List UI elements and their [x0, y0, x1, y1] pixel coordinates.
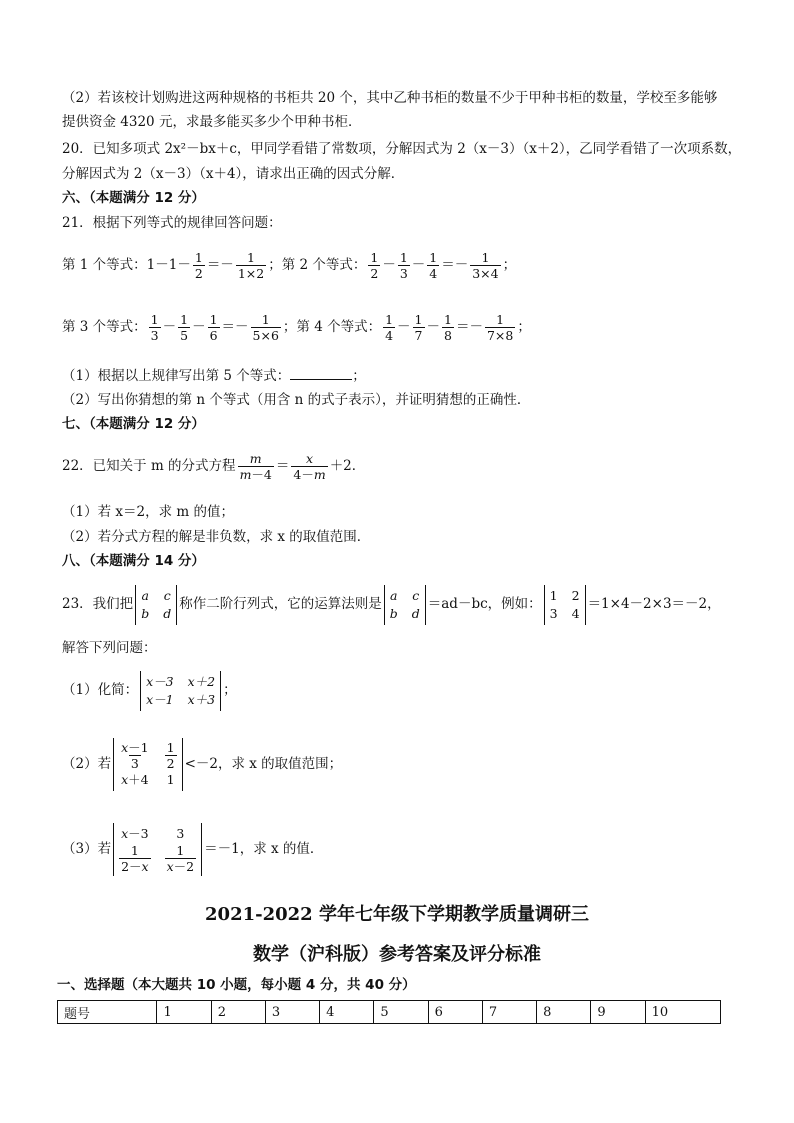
- q23-definition: [62, 582, 721, 626]
- q23-sub1: [62, 668, 237, 712]
- q19-2-line1: （2）若该校计划购进这两种规格的书柜共 20 个，其中乙种书柜的数量不少于甲种书柜的数量，学校至多能够: [62, 90, 718, 106]
- q23-pre: 23．我们把: [62, 596, 134, 612]
- fraction: $\frac{1}{2}$: [370, 250, 379, 281]
- table-cell: 8: [537, 1001, 591, 1024]
- q23-sub2-pre: （2）若: [62, 756, 112, 772]
- section-7-heading: 七、（本题满分 12 分）: [62, 416, 205, 432]
- determinant: a c b d: [384, 585, 426, 625]
- q23-intro: 解答下列问题：: [62, 640, 157, 656]
- determinant: 1 2 3 4: [544, 585, 586, 625]
- q21-equations-row2: 第 3 个等式： $\frac{1}{3}$ － $\frac{1}{5}$ － $\frac{1}{6}$ ＝－ $\frac{1}{5\times 6}$ ；第 4 个等式： $\frac{1}{4}$ － $\frac{1}{7}$ － $\frac{1}{8}$ ＝－ $\frac{1}{7\times 8}$ ；: [62, 312, 531, 343]
- determinant: $\frac{x-1}{3}$ $\frac{1}{2}$ x＋4 1: [113, 738, 182, 791]
- q20-line1: 20．已知多项式 2x²－bx＋c，甲同学看错了常数项，分解因式为 2（x－3）（x＋2），乙同学看错了一次项系数，: [62, 141, 742, 157]
- fraction: $\frac{1}{7\times 8}$: [486, 312, 514, 343]
- answer-section-1-heading: 一、选择题（本大题共 10 小题，每小题 4 分，共 40 分）: [57, 977, 416, 993]
- answer-key-subtitle: 数学（沪科版）参考答案及评分标准: [253, 944, 541, 965]
- q23-sub2: [62, 733, 342, 795]
- fraction: $\frac{1}{5}$: [180, 312, 189, 343]
- fraction: $\frac{1}{7}$: [414, 312, 423, 343]
- fraction: $\frac{1}{3}$: [399, 250, 408, 281]
- q21-equations-row1: 第 1 个等式：1－1－ $\frac{1}{2}$ ＝－ $\frac{1}{1\times 2}$ ；第 2 个等式： $\frac{1}{2}$ － $\frac{1}{3}$ － $\frac{1}{4}$ ＝－ $\frac{1}{3\times 4}$ ；: [62, 250, 517, 281]
- fraction: $\frac{1}{6}$: [209, 312, 218, 343]
- table-header-cell: 题号: [58, 1001, 157, 1024]
- eq2-label: ；第 2 个等式：: [268, 257, 367, 273]
- table-cell: 4: [320, 1001, 374, 1024]
- eq1-label: 第 1 个等式：: [62, 257, 147, 273]
- q23-sub3-pre: （3）若: [62, 841, 112, 857]
- table-row: [58, 1001, 721, 1024]
- q21-sub2: （2）写出你猜想的第 n 个等式（用含 n 的式子表示），并证明猜想的正确性．: [62, 392, 531, 408]
- q23-mid1: 称作二阶行列式，它的运算法则是: [179, 596, 382, 612]
- fraction: $\frac{1}{3\times 4}$: [472, 250, 499, 281]
- fraction: $\frac{1}{3}$: [150, 312, 159, 343]
- q22-sub2: （2）若分式方程的解是非负数，求 x 的取值范围．: [62, 529, 371, 545]
- table-cell: 7: [482, 1001, 536, 1024]
- q23-sub3: [62, 818, 323, 880]
- q19-2-line2: 提供资金 4320 元，求最多能买多少个甲种书柜．: [62, 114, 362, 130]
- fraction: $\frac{1}{2}$: [194, 250, 203, 281]
- q23-sub1-pre: （1）化简：: [62, 682, 139, 698]
- eq1-lhs: 1－1－: [146, 257, 191, 273]
- q21-sub1-end: ；: [352, 368, 366, 384]
- q23-sub1-post: ；: [223, 682, 237, 698]
- fraction: $\frac{1}{8}$: [444, 312, 452, 343]
- section-6-heading: 六、（本题满分 12 分）: [62, 190, 205, 206]
- q21-intro: 21．根据下列等式的规律回答问题：: [62, 215, 282, 231]
- q22-equation: 22．已知关于 m 的分式方程 $\frac{m}{m-4}$ ＝ $\frac{x}{4-m}$ ＋2．: [62, 451, 366, 482]
- table-cell: 10: [645, 1001, 720, 1024]
- q22-pre: 22．已知关于 m 的分式方程: [62, 458, 236, 474]
- q22-post: ＋2．: [329, 458, 366, 474]
- determinant: x－3 x＋2 x－1 x＋3: [140, 671, 221, 711]
- determinant: a c b d: [135, 585, 177, 625]
- fraction: $\frac{1}{4}$: [385, 312, 394, 343]
- fraction: $\frac{1}{1\times 2}$: [237, 250, 265, 281]
- table-cell: 6: [428, 1001, 482, 1024]
- table-cell: 9: [591, 1001, 645, 1024]
- q20-line2: 分解因式为 2（x－3）（x＋4），请求出正确的因式分解．: [62, 166, 405, 182]
- q22-sub1: （1）若 x＝2，求 m 的值；: [62, 504, 234, 520]
- q23-post: ＝1×4－2×3＝－2，: [587, 596, 721, 612]
- fraction: $\frac{1}{5\times 6}$: [252, 312, 279, 343]
- table-cell: 2: [211, 1001, 265, 1024]
- q21-sub1: [62, 365, 366, 386]
- q23-sub2-post: <－2，求 x 的取值范围；: [184, 756, 343, 772]
- answer-key-title: 2021-2022 学年七年级下学期教学质量调研三: [205, 904, 589, 925]
- fraction: $\frac{m}{m-4}$: [239, 451, 272, 482]
- q23-mid2: ＝ad－bc，例如：: [427, 596, 542, 612]
- answer-blank: [290, 365, 352, 380]
- q21-sub1-text: （1）根据以上规律写出第 5 个等式：: [62, 368, 291, 384]
- table-cell: 3: [265, 1001, 319, 1024]
- q23-sub3-post: ＝－1，求 x 的值．: [204, 841, 324, 857]
- determinant: x－3 3 $\frac{1}{2-x}$ $\frac{1}{x-2}$: [113, 823, 202, 876]
- section-8-heading: 八、（本题满分 14 分）: [62, 553, 205, 569]
- table-cell: 5: [374, 1001, 428, 1024]
- fraction: $\frac{x}{4-m}$: [293, 451, 326, 482]
- table-cell: 1: [157, 1001, 211, 1024]
- eq4-label: ；第 4 个等式：: [282, 319, 382, 335]
- eq3-label: 第 3 个等式：: [62, 319, 147, 335]
- answer-table: [57, 1000, 721, 1024]
- fraction: $\frac{1}{4}$: [429, 250, 438, 281]
